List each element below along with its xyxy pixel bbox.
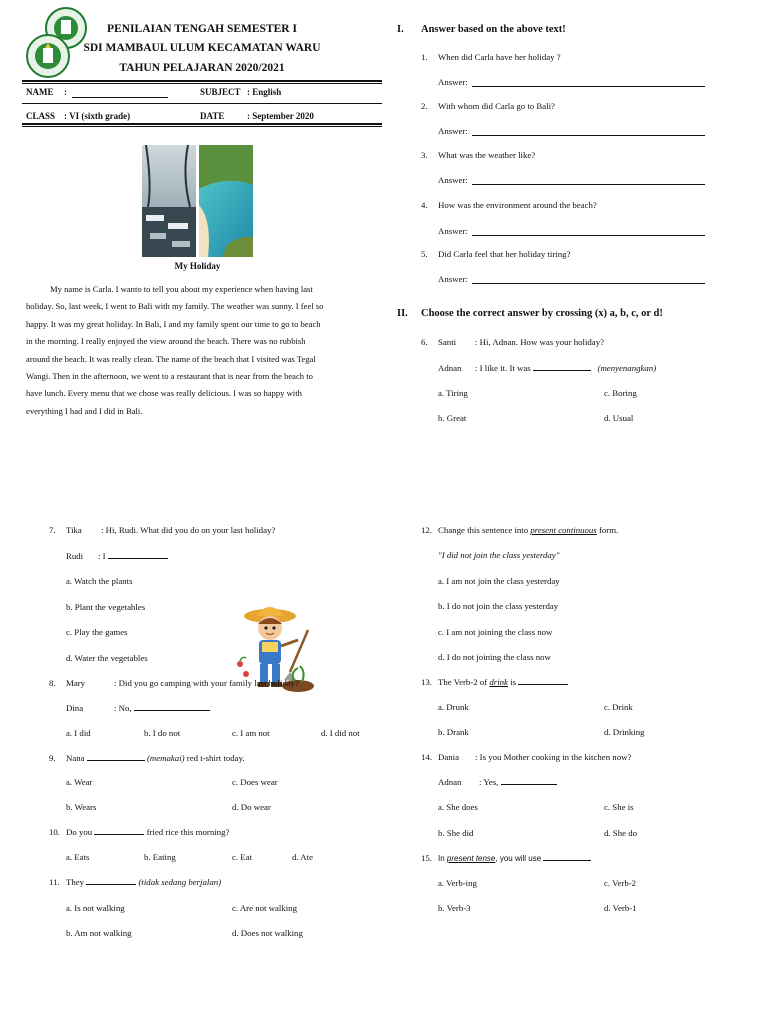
passage-line: everything I had and I did in Bali.: [26, 405, 143, 416]
q13-option-b[interactable]: b. Drank: [438, 727, 469, 737]
passage-line: around the beach. It was really clean. The name of the beach that I visited was Tegal: [26, 353, 316, 364]
q11-option-a[interactable]: a. Is not walking: [66, 903, 125, 913]
q10-option-a[interactable]: a. Eats: [66, 852, 90, 862]
q9-option-d[interactable]: d. Do wear: [232, 802, 271, 812]
q11-text: [66, 877, 221, 887]
q1-number: 1.: [421, 52, 428, 62]
q2-number: 2.: [421, 101, 428, 111]
header-title-2: SDI MAMBAUL ULUM KECAMATAN WARU: [83, 42, 321, 54]
q13-text-post: is: [510, 677, 517, 687]
q11-number: 11.: [49, 877, 60, 887]
section-2-number: II.: [397, 308, 408, 319]
q12-option-b[interactable]: b. I do not join the class yesterday: [438, 601, 559, 611]
q7-speaker-1: Tika: [66, 525, 82, 535]
q3-number: 3.: [421, 150, 428, 160]
q13-text-pre: The Verb-2 of: [438, 677, 488, 687]
class-value: : VI (sixth grade): [64, 111, 131, 121]
q10-option-b[interactable]: b. Eating: [144, 852, 176, 862]
q7-option-b[interactable]: b. Plant the vegetables: [66, 602, 146, 612]
q14-speaker-2: Adnan: [438, 777, 462, 787]
header-title-3: TAHUN PELAJARAN 2020/2021: [119, 62, 285, 74]
q9-number: 9.: [49, 753, 56, 763]
q9-blank[interactable]: [87, 753, 145, 761]
q13-number: 13.: [421, 677, 432, 687]
q3-text: What was the weather like?: [438, 150, 536, 160]
q15-option-c[interactable]: c. Verb-2: [604, 878, 637, 888]
q14-option-a[interactable]: a. She does: [438, 802, 478, 812]
q14-line-2: [479, 777, 557, 787]
q2-answer-label: Answer:: [438, 126, 468, 136]
class-label: CLASS: [26, 111, 56, 121]
q7-option-a[interactable]: a. Watch the plants: [66, 576, 133, 586]
q6-option-c[interactable]: c. Boring: [604, 388, 637, 398]
q6-option-a[interactable]: a. Tiring: [438, 388, 468, 398]
q15-text: [438, 853, 591, 863]
reading-passage: [26, 281, 368, 420]
passage-line: in the morning. I really enjoyed the view around the beach. There was no rubbish: [26, 336, 306, 347]
q8-option-a[interactable]: a. I did: [66, 728, 91, 738]
q15-option-b[interactable]: b. Verb-3: [438, 903, 471, 913]
q6-option-b[interactable]: b. Great: [438, 413, 467, 423]
q12-quote: "I did not join the class yesterday": [438, 550, 560, 560]
q6-line-1: : Hi, Adnan. How was your holiday?: [475, 337, 605, 347]
q13-option-c[interactable]: c. Drink: [604, 702, 633, 712]
q12-number: 12.: [421, 525, 432, 535]
q4-answer-label: Answer:: [438, 226, 468, 236]
q6-line-2-text: : I like it. It was: [475, 363, 531, 373]
q10-number: 10.: [49, 827, 60, 837]
q6-number: 6.: [421, 337, 428, 347]
q4-answer-field[interactable]: [472, 235, 705, 236]
q9-text-post: red t-shirt today.: [186, 753, 245, 763]
q10-text: [66, 827, 229, 837]
header-title-1: PENILAIAN TENGAH SEMESTER I: [107, 23, 297, 35]
q14-line-2-text: : Yes,: [479, 777, 499, 787]
q2-answer-field[interactable]: [472, 135, 705, 136]
q7-speaker-2: Rudi: [66, 551, 84, 561]
q2-text: With whom did Carla go to Bali?: [438, 101, 555, 111]
section-1-title: Answer based on the above text!: [421, 24, 566, 35]
q14-option-b[interactable]: b. She did: [438, 828, 474, 838]
q9-option-b[interactable]: b. Wears: [66, 802, 97, 812]
subject-label: SUBJECT: [200, 87, 241, 97]
q11-hint: (tidak sedang berjalan): [138, 877, 222, 887]
date-label: DATE: [200, 111, 225, 121]
q12-option-d[interactable]: d. I do not joining the class now: [438, 652, 551, 662]
q8-speaker-2: Dina: [66, 703, 84, 713]
image-caption: My Holiday: [174, 261, 221, 271]
q11-option-d[interactable]: d. Does not walking: [232, 928, 303, 938]
q9-text-pre: Nana: [66, 753, 85, 763]
name-field[interactable]: [72, 97, 168, 98]
q7-number: 7.: [49, 525, 56, 535]
q15-number: 15.: [421, 853, 432, 863]
q1-text: When did Carla have her holiday ?: [438, 52, 561, 62]
q6-speaker-2: Adnan: [438, 363, 462, 373]
q5-number: 5.: [421, 249, 428, 259]
q10-text-pre: Do you: [66, 827, 93, 837]
q11-option-b[interactable]: b. Am not walking: [66, 928, 132, 938]
q10-blank[interactable]: [94, 827, 144, 835]
q8-line-1: : Did you go camping with your family last holiday?: [114, 678, 299, 688]
passage-line: have lunch. Every menu that we chose was really delicious. I was so happy with: [26, 388, 302, 399]
q10-option-c[interactable]: c. Eat: [232, 852, 253, 862]
q7-option-d[interactable]: d. Water the vegetables: [66, 653, 148, 663]
q6-option-d[interactable]: d. Usual: [604, 413, 634, 423]
q3-answer-field[interactable]: [472, 184, 705, 185]
q1-answer-field[interactable]: [472, 86, 705, 87]
q14-option-d[interactable]: d. She do: [604, 828, 637, 838]
q9-option-c[interactable]: c. Does wear: [232, 777, 278, 787]
q15-option-a[interactable]: a. Verb-ing: [438, 878, 477, 888]
bali-holiday-picture: [142, 145, 253, 257]
passage-line: Wangi. Then in the afternoon, we went to a restaurant that is near from the beach to: [26, 371, 313, 382]
passage-line: My name is Carla. I wanto to tell you about my experience when having last: [50, 284, 313, 294]
q15-text-pre: In: [438, 854, 445, 863]
q6-line-2: [475, 363, 656, 373]
q4-number: 4.: [421, 200, 428, 210]
q8-number: 8.: [49, 678, 56, 688]
q10-option-d[interactable]: d. Ate: [292, 852, 314, 862]
q8-blank[interactable]: [134, 703, 210, 711]
q12-text-pre: Change this sentence into: [438, 525, 529, 535]
q5-text: Did Carla feel that her holiday tiring?: [438, 249, 571, 259]
q3-answer-label: Answer:: [438, 175, 468, 185]
q14-blank[interactable]: [501, 777, 557, 785]
q13-option-a[interactable]: a. Drunk: [438, 702, 469, 712]
q8-speaker-1: Mary: [66, 678, 86, 688]
q11-option-c[interactable]: c. Are not walking: [232, 903, 297, 913]
date-value: : September 2020: [247, 111, 314, 121]
q7-blank[interactable]: [108, 551, 168, 559]
q15-emphasis: present tense: [446, 854, 496, 863]
q12-option-c[interactable]: c. I am not joining the class now: [438, 627, 553, 637]
q13-emphasis: drink: [489, 677, 508, 687]
q9-hint: (memakai): [146, 753, 185, 763]
q8-option-b[interactable]: b. I do not: [144, 728, 181, 738]
q7-option-c[interactable]: c. Play the games: [66, 627, 128, 637]
q5-answer-label: Answer:: [438, 274, 468, 284]
q1-answer-label: Answer:: [438, 77, 468, 87]
q9-text: [66, 753, 245, 763]
q8-option-d[interactable]: d. I did not: [321, 728, 360, 738]
q13-blank[interactable]: [518, 677, 568, 685]
q13-text: [438, 677, 568, 687]
q5-answer-field[interactable]: [472, 283, 705, 284]
q7-line-2: [98, 551, 168, 561]
q12-text: [438, 525, 618, 535]
q12-option-a[interactable]: a. I am not join the class yesterday: [438, 576, 560, 586]
q11-text-pre: They: [66, 877, 85, 887]
passage-line: holiday. So, last week, I went to Bali with my family. The weather was sunny. I feel so: [26, 301, 324, 312]
q8-line-2-text: : No,: [114, 703, 132, 713]
q6-speaker-1: Santi: [438, 337, 457, 347]
q7-line-1: : Hi, Rudi. What did you do on your last holiday?: [101, 525, 276, 535]
q11-blank[interactable]: [86, 877, 136, 885]
q12-emphasis: present continuous: [530, 525, 597, 535]
q4-text: How was the environment around the beach?: [438, 200, 597, 210]
passage-line: happy. It was my great holiday. In Bali, I and my family spent our time to go to beach: [26, 318, 321, 329]
q8-option-c[interactable]: c. I am not: [232, 728, 270, 738]
q15-option-d[interactable]: d. Verb-1: [604, 903, 637, 913]
q12-text-post: form.: [598, 525, 619, 535]
q7-line-2-text: : I: [98, 551, 106, 561]
name-label: NAME: [26, 87, 54, 97]
q15-blank[interactable]: [543, 853, 591, 861]
q9-option-a[interactable]: a. Wear: [66, 777, 93, 787]
section-2-title: Choose the correct answer by crossing (x) a, b, c, or d!: [421, 308, 663, 319]
subject-value: : English: [247, 87, 282, 97]
q13-option-d[interactable]: d. Drinking: [604, 727, 645, 737]
q14-line-1: : Is you Mother cooking in the kitchen now?: [475, 752, 632, 762]
q6-blank[interactable]: [533, 363, 591, 371]
q8-line-2: [114, 703, 210, 713]
q10-text-post: fried rice this morning?: [146, 827, 230, 837]
q15-text-post: , you will use: [495, 854, 542, 863]
q14-speaker-1: Dania: [438, 752, 460, 762]
q14-number: 14.: [421, 752, 432, 762]
q6-hint: (menyenangkan): [597, 363, 657, 373]
name-sep: :: [64, 87, 67, 97]
section-1-number: I.: [397, 24, 404, 35]
q14-option-c[interactable]: c. She is: [604, 802, 634, 812]
